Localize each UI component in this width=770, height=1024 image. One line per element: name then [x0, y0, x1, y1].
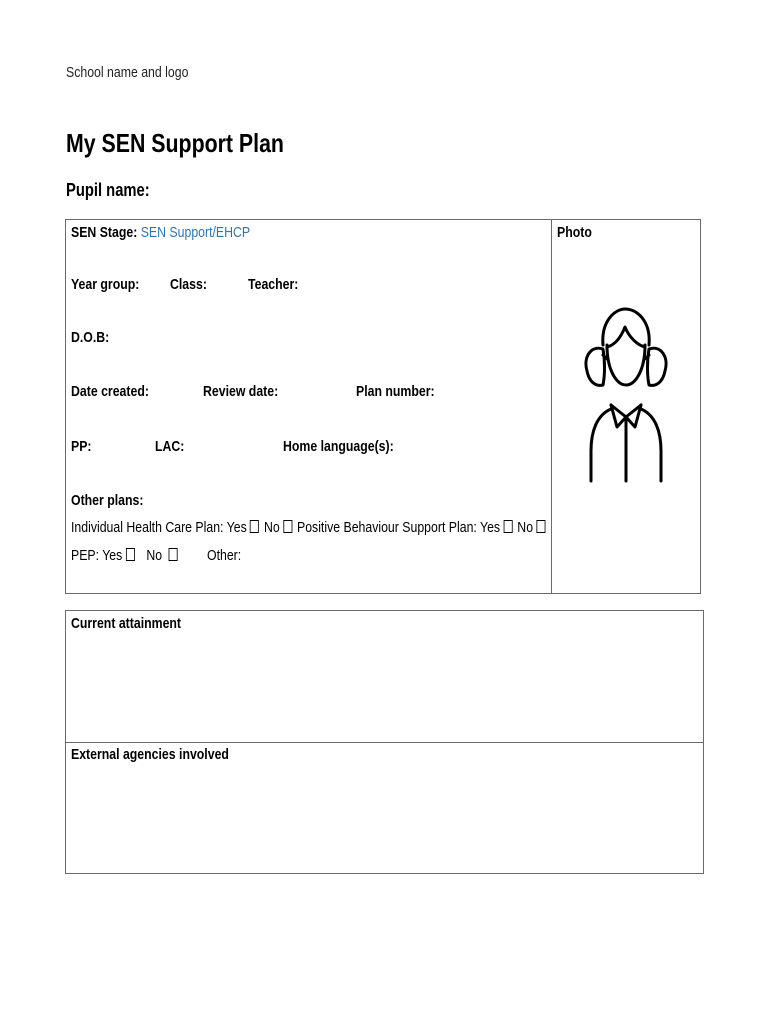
review-date-label: Review date:	[203, 383, 279, 400]
pep-row	[71, 547, 207, 564]
pupil-name-label: Pupil name:	[66, 180, 150, 200]
ihcp-no-checkbox[interactable]	[283, 520, 292, 533]
table-divider	[65, 742, 704, 743]
year-group-label: Year group:	[71, 276, 140, 293]
other-label: Other:	[207, 547, 242, 564]
photo-label: Photo	[557, 224, 592, 241]
pbsp-row	[297, 519, 606, 536]
other-plans-label: Other plans:	[71, 492, 144, 509]
ihcp-yes-checkbox[interactable]	[250, 520, 259, 533]
teacher-label: Teacher:	[248, 276, 299, 293]
dob-label: D.O.B:	[71, 329, 110, 346]
school-name-logo: School name and logo	[66, 64, 189, 81]
pbsp-no-checkbox[interactable]	[536, 520, 545, 533]
pbsp-no-label: No	[517, 519, 534, 536]
page-title: My SEN Support Plan	[66, 128, 284, 158]
date-created-label: Date created:	[71, 383, 149, 400]
sen-stage-value: SEN Support/EHCP	[140, 224, 251, 241]
lac-label: LAC:	[155, 438, 185, 455]
pep-no-label: No	[146, 547, 163, 564]
table-divider	[551, 219, 552, 594]
pp-label: PP:	[71, 438, 92, 455]
ihcp-label: Individual Health Care Plan: Yes	[71, 519, 247, 536]
current-attainment-label: Current attainment	[71, 615, 182, 632]
child-silhouette-icon	[581, 305, 671, 487]
pep-no-checkbox[interactable]	[169, 548, 178, 561]
ihcp-no-label: No	[263, 519, 280, 536]
pep-yes-checkbox[interactable]	[126, 548, 135, 561]
sen-stage-label: SEN Stage:	[71, 224, 138, 241]
class-label: Class:	[170, 276, 207, 293]
home-language-label: Home language(s):	[283, 438, 394, 455]
external-agencies-label: External agencies involved	[71, 746, 229, 763]
pbsp-label: Positive Behaviour Support Plan: Yes	[297, 519, 501, 536]
pep-label: PEP: Yes	[71, 547, 123, 564]
pbsp-yes-checkbox[interactable]	[503, 520, 512, 533]
sen-stage-row	[71, 224, 289, 241]
plan-number-label: Plan number:	[356, 383, 435, 400]
